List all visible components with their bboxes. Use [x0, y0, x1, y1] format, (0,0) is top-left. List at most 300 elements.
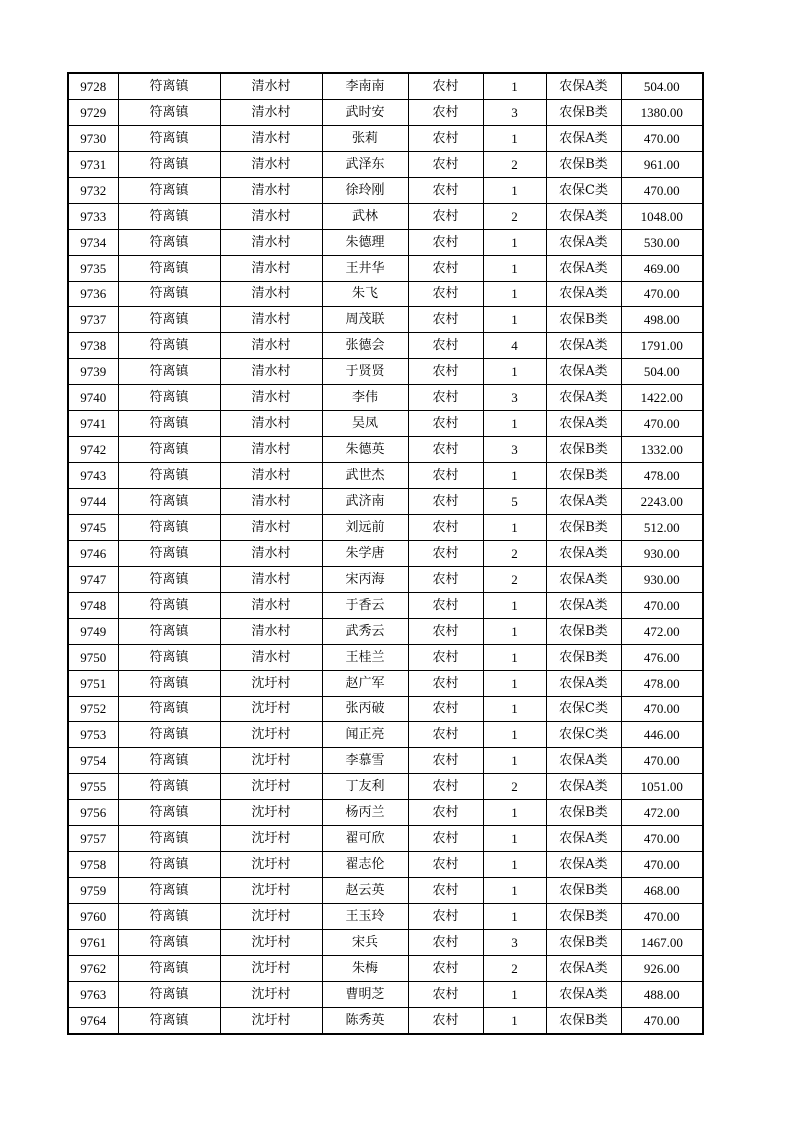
cell-village: 清水村	[220, 255, 322, 281]
cell-name: 武秀云	[322, 618, 408, 644]
cell-insurance-category: 农保C类	[546, 696, 621, 722]
records-table	[67, 72, 704, 1035]
cell-household-count: 1	[483, 1007, 546, 1033]
cell-area-type: 农村	[408, 696, 483, 722]
cell-village: 清水村	[220, 489, 322, 515]
cell-name: 武世杰	[322, 463, 408, 489]
cell-insurance-category: 农保A类	[546, 774, 621, 800]
cell-amount: 469.00	[621, 255, 703, 281]
cell-serial-number: 9746	[68, 540, 118, 566]
cell-household-count: 1	[483, 73, 546, 99]
cell-name: 翟可欣	[322, 826, 408, 852]
table-row	[68, 489, 703, 515]
cell-name: 徐玲刚	[322, 177, 408, 203]
table-row	[68, 981, 703, 1007]
cell-area-type: 农村	[408, 670, 483, 696]
table-row	[68, 800, 703, 826]
cell-amount: 1422.00	[621, 385, 703, 411]
cell-amount: 476.00	[621, 644, 703, 670]
cell-area-type: 农村	[408, 592, 483, 618]
cell-serial-number: 9732	[68, 177, 118, 203]
cell-town: 符离镇	[118, 437, 220, 463]
cell-village: 沈圩村	[220, 722, 322, 748]
cell-household-count: 2	[483, 566, 546, 592]
cell-household-count: 1	[483, 904, 546, 930]
cell-amount: 470.00	[621, 904, 703, 930]
table-row	[68, 385, 703, 411]
cell-area-type: 农村	[408, 411, 483, 437]
cell-amount: 1048.00	[621, 203, 703, 229]
cell-area-type: 农村	[408, 826, 483, 852]
cell-serial-number: 9758	[68, 852, 118, 878]
cell-insurance-category: 农保C类	[546, 722, 621, 748]
cell-insurance-category: 农保A类	[546, 359, 621, 385]
cell-insurance-category: 农保A类	[546, 281, 621, 307]
table-row	[68, 826, 703, 852]
table-row	[68, 437, 703, 463]
cell-household-count: 1	[483, 878, 546, 904]
cell-insurance-category: 农保A类	[546, 540, 621, 566]
cell-area-type: 农村	[408, 852, 483, 878]
cell-area-type: 农村	[408, 644, 483, 670]
cell-village: 清水村	[220, 463, 322, 489]
cell-insurance-category: 农保B类	[546, 437, 621, 463]
cell-insurance-category: 农保B类	[546, 904, 621, 930]
cell-household-count: 1	[483, 618, 546, 644]
cell-insurance-category: 农保A类	[546, 981, 621, 1007]
cell-village: 清水村	[220, 151, 322, 177]
cell-village: 沈圩村	[220, 774, 322, 800]
cell-insurance-category: 农保A类	[546, 203, 621, 229]
cell-town: 符离镇	[118, 618, 220, 644]
cell-village: 清水村	[220, 203, 322, 229]
cell-household-count: 1	[483, 981, 546, 1007]
cell-village: 清水村	[220, 229, 322, 255]
cell-village: 清水村	[220, 592, 322, 618]
cell-town: 符离镇	[118, 229, 220, 255]
cell-serial-number: 9762	[68, 955, 118, 981]
cell-serial-number: 9750	[68, 644, 118, 670]
cell-town: 符离镇	[118, 540, 220, 566]
cell-name: 刘远前	[322, 514, 408, 540]
cell-serial-number: 9745	[68, 514, 118, 540]
cell-area-type: 农村	[408, 618, 483, 644]
cell-town: 符离镇	[118, 411, 220, 437]
cell-area-type: 农村	[408, 151, 483, 177]
cell-area-type: 农村	[408, 333, 483, 359]
cell-household-count: 1	[483, 514, 546, 540]
cell-name: 李南南	[322, 73, 408, 99]
cell-town: 符离镇	[118, 99, 220, 125]
cell-name: 吴凤	[322, 411, 408, 437]
cell-serial-number: 9731	[68, 151, 118, 177]
cell-serial-number: 9752	[68, 696, 118, 722]
cell-household-count: 2	[483, 774, 546, 800]
cell-village: 沈圩村	[220, 748, 322, 774]
cell-household-count: 2	[483, 540, 546, 566]
table-row	[68, 203, 703, 229]
cell-name: 翟志伦	[322, 852, 408, 878]
cell-name: 张德会	[322, 333, 408, 359]
cell-area-type: 农村	[408, 281, 483, 307]
cell-town: 符离镇	[118, 177, 220, 203]
cell-household-count: 1	[483, 800, 546, 826]
cell-name: 于贤贤	[322, 359, 408, 385]
cell-amount: 472.00	[621, 800, 703, 826]
cell-town: 符离镇	[118, 696, 220, 722]
cell-area-type: 农村	[408, 385, 483, 411]
cell-amount: 470.00	[621, 1007, 703, 1033]
cell-household-count: 3	[483, 385, 546, 411]
cell-village: 清水村	[220, 385, 322, 411]
cell-amount: 504.00	[621, 359, 703, 385]
cell-serial-number: 9730	[68, 125, 118, 151]
cell-household-count: 1	[483, 696, 546, 722]
cell-amount: 498.00	[621, 307, 703, 333]
cell-name: 李伟	[322, 385, 408, 411]
cell-area-type: 农村	[408, 722, 483, 748]
cell-name: 宋丙海	[322, 566, 408, 592]
cell-village: 清水村	[220, 99, 322, 125]
table-row	[68, 99, 703, 125]
cell-town: 符离镇	[118, 748, 220, 774]
table-row	[68, 73, 703, 99]
cell-insurance-category: 农保B类	[546, 929, 621, 955]
cell-village: 清水村	[220, 644, 322, 670]
table-row	[68, 774, 703, 800]
cell-town: 符离镇	[118, 800, 220, 826]
cell-household-count: 1	[483, 411, 546, 437]
cell-village: 清水村	[220, 177, 322, 203]
cell-name: 朱学唐	[322, 540, 408, 566]
cell-serial-number: 9742	[68, 437, 118, 463]
cell-town: 符离镇	[118, 255, 220, 281]
cell-area-type: 农村	[408, 255, 483, 281]
cell-town: 符离镇	[118, 463, 220, 489]
cell-household-count: 1	[483, 307, 546, 333]
cell-serial-number: 9741	[68, 411, 118, 437]
cell-insurance-category: 农保B类	[546, 514, 621, 540]
cell-insurance-category: 农保A类	[546, 255, 621, 281]
cell-town: 符离镇	[118, 1007, 220, 1033]
cell-name: 杨丙兰	[322, 800, 408, 826]
cell-village: 清水村	[220, 359, 322, 385]
cell-insurance-category: 农保A类	[546, 125, 621, 151]
table-row	[68, 540, 703, 566]
cell-area-type: 农村	[408, 489, 483, 515]
cell-amount: 478.00	[621, 670, 703, 696]
cell-town: 符离镇	[118, 722, 220, 748]
cell-village: 沈圩村	[220, 981, 322, 1007]
cell-town: 符离镇	[118, 592, 220, 618]
cell-serial-number: 9760	[68, 904, 118, 930]
cell-name: 周茂联	[322, 307, 408, 333]
cell-serial-number: 9735	[68, 255, 118, 281]
cell-amount: 504.00	[621, 73, 703, 99]
cell-insurance-category: 农保A类	[546, 592, 621, 618]
table-row	[68, 644, 703, 670]
table-row	[68, 592, 703, 618]
cell-town: 符离镇	[118, 333, 220, 359]
cell-village: 沈圩村	[220, 800, 322, 826]
cell-name: 武时安	[322, 99, 408, 125]
cell-area-type: 农村	[408, 177, 483, 203]
cell-village: 沈圩村	[220, 670, 322, 696]
cell-household-count: 1	[483, 826, 546, 852]
table-row	[68, 852, 703, 878]
cell-serial-number: 9753	[68, 722, 118, 748]
table-row	[68, 281, 703, 307]
cell-serial-number: 9739	[68, 359, 118, 385]
cell-village: 清水村	[220, 540, 322, 566]
cell-insurance-category: 农保B类	[546, 151, 621, 177]
cell-serial-number: 9759	[68, 878, 118, 904]
cell-town: 符离镇	[118, 929, 220, 955]
cell-village: 清水村	[220, 411, 322, 437]
cell-amount: 472.00	[621, 618, 703, 644]
cell-village: 沈圩村	[220, 826, 322, 852]
cell-amount: 470.00	[621, 748, 703, 774]
cell-area-type: 农村	[408, 878, 483, 904]
cell-household-count: 1	[483, 359, 546, 385]
cell-town: 符离镇	[118, 644, 220, 670]
cell-household-count: 4	[483, 333, 546, 359]
cell-household-count: 1	[483, 177, 546, 203]
table-row	[68, 229, 703, 255]
cell-town: 符离镇	[118, 125, 220, 151]
cell-town: 符离镇	[118, 670, 220, 696]
cell-serial-number: 9763	[68, 981, 118, 1007]
table-row	[68, 929, 703, 955]
cell-household-count: 3	[483, 99, 546, 125]
cell-amount: 530.00	[621, 229, 703, 255]
cell-village: 清水村	[220, 307, 322, 333]
cell-amount: 512.00	[621, 514, 703, 540]
table-row	[68, 878, 703, 904]
cell-amount: 1332.00	[621, 437, 703, 463]
cell-insurance-category: 农保A类	[546, 385, 621, 411]
cell-serial-number: 9733	[68, 203, 118, 229]
cell-town: 符离镇	[118, 774, 220, 800]
cell-amount: 488.00	[621, 981, 703, 1007]
table-row	[68, 722, 703, 748]
cell-town: 符离镇	[118, 955, 220, 981]
cell-amount: 1467.00	[621, 929, 703, 955]
cell-area-type: 农村	[408, 73, 483, 99]
cell-area-type: 农村	[408, 1007, 483, 1033]
cell-town: 符离镇	[118, 852, 220, 878]
cell-amount: 470.00	[621, 281, 703, 307]
cell-household-count: 1	[483, 748, 546, 774]
table-row	[68, 748, 703, 774]
cell-area-type: 农村	[408, 955, 483, 981]
cell-village: 清水村	[220, 514, 322, 540]
cell-household-count: 1	[483, 229, 546, 255]
table-row	[68, 151, 703, 177]
cell-village: 清水村	[220, 333, 322, 359]
cell-insurance-category: 农保A类	[546, 333, 621, 359]
cell-serial-number: 9747	[68, 566, 118, 592]
table-row	[68, 566, 703, 592]
cell-name: 武泽东	[322, 151, 408, 177]
cell-area-type: 农村	[408, 800, 483, 826]
cell-insurance-category: 农保A类	[546, 826, 621, 852]
table-body	[68, 73, 703, 1034]
cell-town: 符离镇	[118, 514, 220, 540]
cell-serial-number: 9736	[68, 281, 118, 307]
cell-household-count: 1	[483, 670, 546, 696]
cell-household-count: 1	[483, 255, 546, 281]
cell-serial-number: 9764	[68, 1007, 118, 1033]
cell-town: 符离镇	[118, 489, 220, 515]
cell-area-type: 农村	[408, 540, 483, 566]
cell-village: 清水村	[220, 281, 322, 307]
table-row	[68, 307, 703, 333]
table-row	[68, 177, 703, 203]
cell-name: 武济南	[322, 489, 408, 515]
table-row	[68, 618, 703, 644]
cell-amount: 470.00	[621, 177, 703, 203]
cell-amount: 478.00	[621, 463, 703, 489]
cell-name: 于香云	[322, 592, 408, 618]
cell-serial-number: 9761	[68, 929, 118, 955]
cell-village: 清水村	[220, 618, 322, 644]
cell-serial-number: 9743	[68, 463, 118, 489]
cell-village: 沈圩村	[220, 852, 322, 878]
cell-household-count: 2	[483, 151, 546, 177]
cell-serial-number: 9755	[68, 774, 118, 800]
cell-name: 王井华	[322, 255, 408, 281]
cell-area-type: 农村	[408, 774, 483, 800]
cell-amount: 470.00	[621, 852, 703, 878]
cell-household-count: 5	[483, 489, 546, 515]
cell-area-type: 农村	[408, 99, 483, 125]
cell-amount: 1380.00	[621, 99, 703, 125]
cell-area-type: 农村	[408, 981, 483, 1007]
table-row	[68, 696, 703, 722]
cell-amount: 446.00	[621, 722, 703, 748]
cell-name: 朱梅	[322, 955, 408, 981]
cell-area-type: 农村	[408, 307, 483, 333]
cell-insurance-category: 农保B类	[546, 800, 621, 826]
cell-area-type: 农村	[408, 463, 483, 489]
cell-insurance-category: 农保A类	[546, 411, 621, 437]
cell-serial-number: 9728	[68, 73, 118, 99]
cell-town: 符离镇	[118, 904, 220, 930]
cell-name: 王桂兰	[322, 644, 408, 670]
cell-name: 张莉	[322, 125, 408, 151]
cell-insurance-category: 农保A类	[546, 566, 621, 592]
table-row	[68, 670, 703, 696]
cell-insurance-category: 农保A类	[546, 955, 621, 981]
cell-amount: 961.00	[621, 151, 703, 177]
cell-insurance-category: 农保A类	[546, 73, 621, 99]
cell-amount: 470.00	[621, 592, 703, 618]
cell-amount: 930.00	[621, 566, 703, 592]
cell-town: 符离镇	[118, 281, 220, 307]
cell-household-count: 2	[483, 203, 546, 229]
cell-serial-number: 9756	[68, 800, 118, 826]
table-row	[68, 1007, 703, 1033]
table-row	[68, 955, 703, 981]
cell-household-count: 1	[483, 852, 546, 878]
cell-name: 张丙破	[322, 696, 408, 722]
cell-amount: 930.00	[621, 540, 703, 566]
cell-household-count: 1	[483, 463, 546, 489]
cell-town: 符离镇	[118, 385, 220, 411]
cell-serial-number: 9754	[68, 748, 118, 774]
cell-serial-number: 9749	[68, 618, 118, 644]
cell-area-type: 农村	[408, 125, 483, 151]
cell-serial-number: 9738	[68, 333, 118, 359]
cell-name: 赵广军	[322, 670, 408, 696]
cell-town: 符离镇	[118, 73, 220, 99]
cell-town: 符离镇	[118, 151, 220, 177]
cell-household-count: 2	[483, 955, 546, 981]
cell-household-count: 3	[483, 929, 546, 955]
cell-serial-number: 9737	[68, 307, 118, 333]
cell-village: 沈圩村	[220, 696, 322, 722]
cell-village: 沈圩村	[220, 929, 322, 955]
cell-insurance-category: 农保B类	[546, 463, 621, 489]
cell-town: 符离镇	[118, 981, 220, 1007]
cell-area-type: 农村	[408, 566, 483, 592]
cell-household-count: 1	[483, 125, 546, 151]
cell-area-type: 农村	[408, 748, 483, 774]
cell-household-count: 1	[483, 644, 546, 670]
cell-amount: 926.00	[621, 955, 703, 981]
cell-name: 朱德理	[322, 229, 408, 255]
cell-area-type: 农村	[408, 437, 483, 463]
cell-amount: 470.00	[621, 411, 703, 437]
cell-amount: 2243.00	[621, 489, 703, 515]
table-row	[68, 411, 703, 437]
cell-name: 宋兵	[322, 929, 408, 955]
cell-amount: 470.00	[621, 826, 703, 852]
cell-village: 沈圩村	[220, 904, 322, 930]
cell-area-type: 农村	[408, 359, 483, 385]
cell-town: 符离镇	[118, 203, 220, 229]
cell-insurance-category: 农保B类	[546, 1007, 621, 1033]
cell-amount: 470.00	[621, 125, 703, 151]
cell-name: 曹明芝	[322, 981, 408, 1007]
cell-name: 王玉玲	[322, 904, 408, 930]
table-row	[68, 904, 703, 930]
table-row	[68, 255, 703, 281]
cell-serial-number: 9757	[68, 826, 118, 852]
cell-town: 符离镇	[118, 878, 220, 904]
cell-insurance-category: 农保B类	[546, 644, 621, 670]
cell-village: 清水村	[220, 566, 322, 592]
cell-insurance-category: 农保A类	[546, 229, 621, 255]
cell-household-count: 1	[483, 722, 546, 748]
cell-serial-number: 9744	[68, 489, 118, 515]
cell-amount: 468.00	[621, 878, 703, 904]
cell-town: 符离镇	[118, 307, 220, 333]
cell-name: 朱德英	[322, 437, 408, 463]
cell-insurance-category: 农保A类	[546, 748, 621, 774]
cell-serial-number: 9729	[68, 99, 118, 125]
cell-serial-number: 9740	[68, 385, 118, 411]
cell-insurance-category: 农保A类	[546, 852, 621, 878]
cell-name: 朱飞	[322, 281, 408, 307]
cell-town: 符离镇	[118, 566, 220, 592]
cell-insurance-category: 农保A类	[546, 489, 621, 515]
cell-serial-number: 9751	[68, 670, 118, 696]
cell-area-type: 农村	[408, 514, 483, 540]
cell-name: 武林	[322, 203, 408, 229]
cell-area-type: 农村	[408, 929, 483, 955]
